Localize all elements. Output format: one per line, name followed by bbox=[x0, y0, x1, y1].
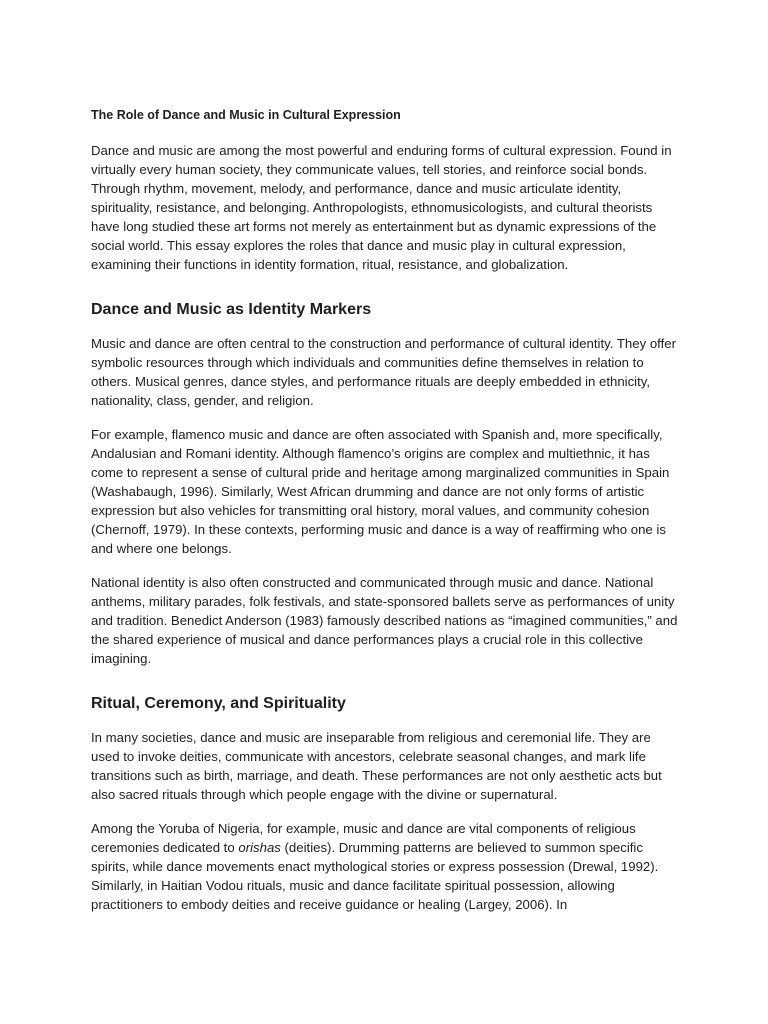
paragraph-text: Among the Yoruba of Nigeria, for example, music and dance are vital components of religious ceremonies dedicated to bbox=[91, 821, 636, 855]
intro-paragraph: Dance and music are among the most powerful and enduring forms of cultural expression. Found in virtually every human society, they communicate values, tell stories, and reinforce social bonds. Through rhythm, movement, melody, and performance, dance and music articulate identity, spirituality, resistance, and belonging. Anthropologists, ethnomusicologists, and cultural theorists have long studied these art forms not merely as entertainment but as dynamic expressions of the social world. This essay explores the roles that dance and music play in cultural expression, examining their functions in identity formation, ritual, resistance, and globalization. bbox=[91, 143, 672, 272]
paragraph: For example, flamenco music and dance are often associated with Spanish and, more specifically, Andalusian and Romani identity. Although flamenco’s origins are complex and multiethnic, it has come to represent a sense of cultural pride and heritage among marginalized communities in Spain (Washabaugh, 1996). Similarly, West African drumming and dance are not only forms of artistic expression but also vehicles for transmitting oral history, moral values, and community cohesion (Chernoff, 1979). In these contexts, performing music and dance is a way of reaffirming who one is and where one belongs. bbox=[91, 427, 670, 556]
document-page bbox=[91, 106, 681, 929]
document-title: The Role of Dance and Music in Cultural Expression bbox=[91, 108, 401, 122]
paragraph: Music and dance are often central to the construction and performance of cultural identity. They offer symbolic resources through which individuals and communities define themselves in relation to others. Musical genres, dance styles, and performance rituals are deeply embedded in ethnicity, nationality, class, gender, and religion. bbox=[91, 336, 676, 408]
paragraph: In many societies, dance and music are inseparable from religious and ceremonial life. They are used to invoke deities, communicate with ancestors, celebrate seasonal changes, and mark life transitions such as birth, marriage, and death. These performances are not only aesthetic acts but also sacred rituals through which people engage with the divine or supernatural. bbox=[91, 730, 662, 802]
section-heading-ritual: Ritual, Ceremony, and Spirituality bbox=[91, 695, 346, 712]
paragraph-yoruba bbox=[91, 819, 681, 914]
emphasis-orishas: orishas bbox=[238, 840, 281, 855]
section-heading-identity: Dance and Music as Identity Markers bbox=[91, 301, 372, 318]
paragraph-text: (deities). Drumming patterns are believed to summon specific spirits, while dance movements enact mythological stories or express possession (Drewal, 1992). Similarly, in Haitian Vodou rituals, music and dance facilitate spiritual possession, allowing practitioners to embody deities and receive guidance or healing (Largey, 2006). In bbox=[91, 840, 659, 912]
paragraph: National identity is also often constructed and communicated through music and dance. National anthems, military parades, folk festivals, and state-sponsored ballets serve as performances of unity and tradition. Benedict Anderson (1983) famously described nations as “imagined communities,” and the shared experience of musical and dance performances plays a crucial role in this collective imagining. bbox=[91, 575, 678, 666]
